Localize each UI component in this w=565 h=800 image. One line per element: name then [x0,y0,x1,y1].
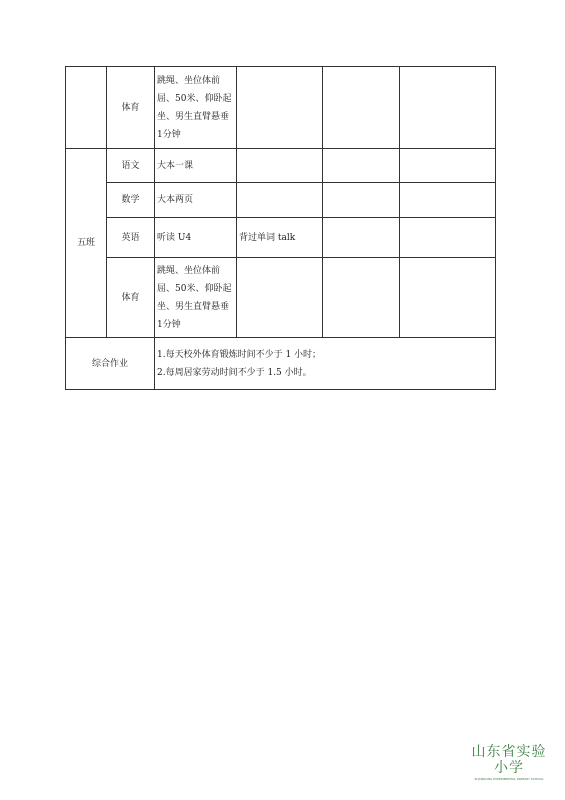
homework-cell: 背过单词 talk [237,218,323,258]
class-cell-empty [66,67,107,149]
summary-line: 2.每周居家劳动时间不少于 1.5 小时。 [157,367,312,378]
homework-cell [400,183,496,218]
table-row [66,218,496,258]
table-row [66,149,496,183]
homework-cell [237,258,323,338]
homework-cell [323,149,400,183]
homework-cell [400,258,496,338]
homework-cell [323,183,400,218]
school-logo-name: 山东省实验小学 [471,744,547,776]
subject-cell: 体育 [107,67,155,149]
table-row [66,258,496,338]
homework-cell: 大本一课 [155,149,237,183]
homework-cell [400,218,496,258]
summary-cell [155,338,496,390]
subject-cell: 数学 [107,183,155,218]
table-row [66,67,496,149]
homework-cell: 跳绳、坐位体前屈、50米、仰卧起坐、男生直臂悬垂1分钟 [155,67,237,149]
homework-cell [237,183,323,218]
homework-cell: 大本两页 [155,183,237,218]
homework-table [65,66,496,390]
summary-label: 综合作业 [66,338,155,390]
homework-cell [323,218,400,258]
school-logo [468,744,550,782]
subject-cell: 体育 [107,258,155,338]
subject-cell: 英语 [107,218,155,258]
summary-line: 1.每天校外体育锻炼时间不少于 1 小时； [157,349,322,360]
homework-cell [323,67,400,149]
homework-cell: 听读 U4 [155,218,237,258]
table-row [66,183,496,218]
homework-cell [323,258,400,338]
homework-cell [400,67,496,149]
homework-cell [237,149,323,183]
homework-cell: 跳绳、坐位体前屈、50米、仰卧起坐、男生直臂悬垂1分钟 [155,258,237,338]
homework-cell [400,149,496,183]
class-name-cell: 五班 [66,149,107,338]
homework-cell [237,67,323,149]
subject-cell: 语文 [107,149,155,183]
table-row [66,338,496,390]
school-logo-english: SHANDONG EXPERIMENTAL PRIMARY SCHOOL [474,777,544,781]
